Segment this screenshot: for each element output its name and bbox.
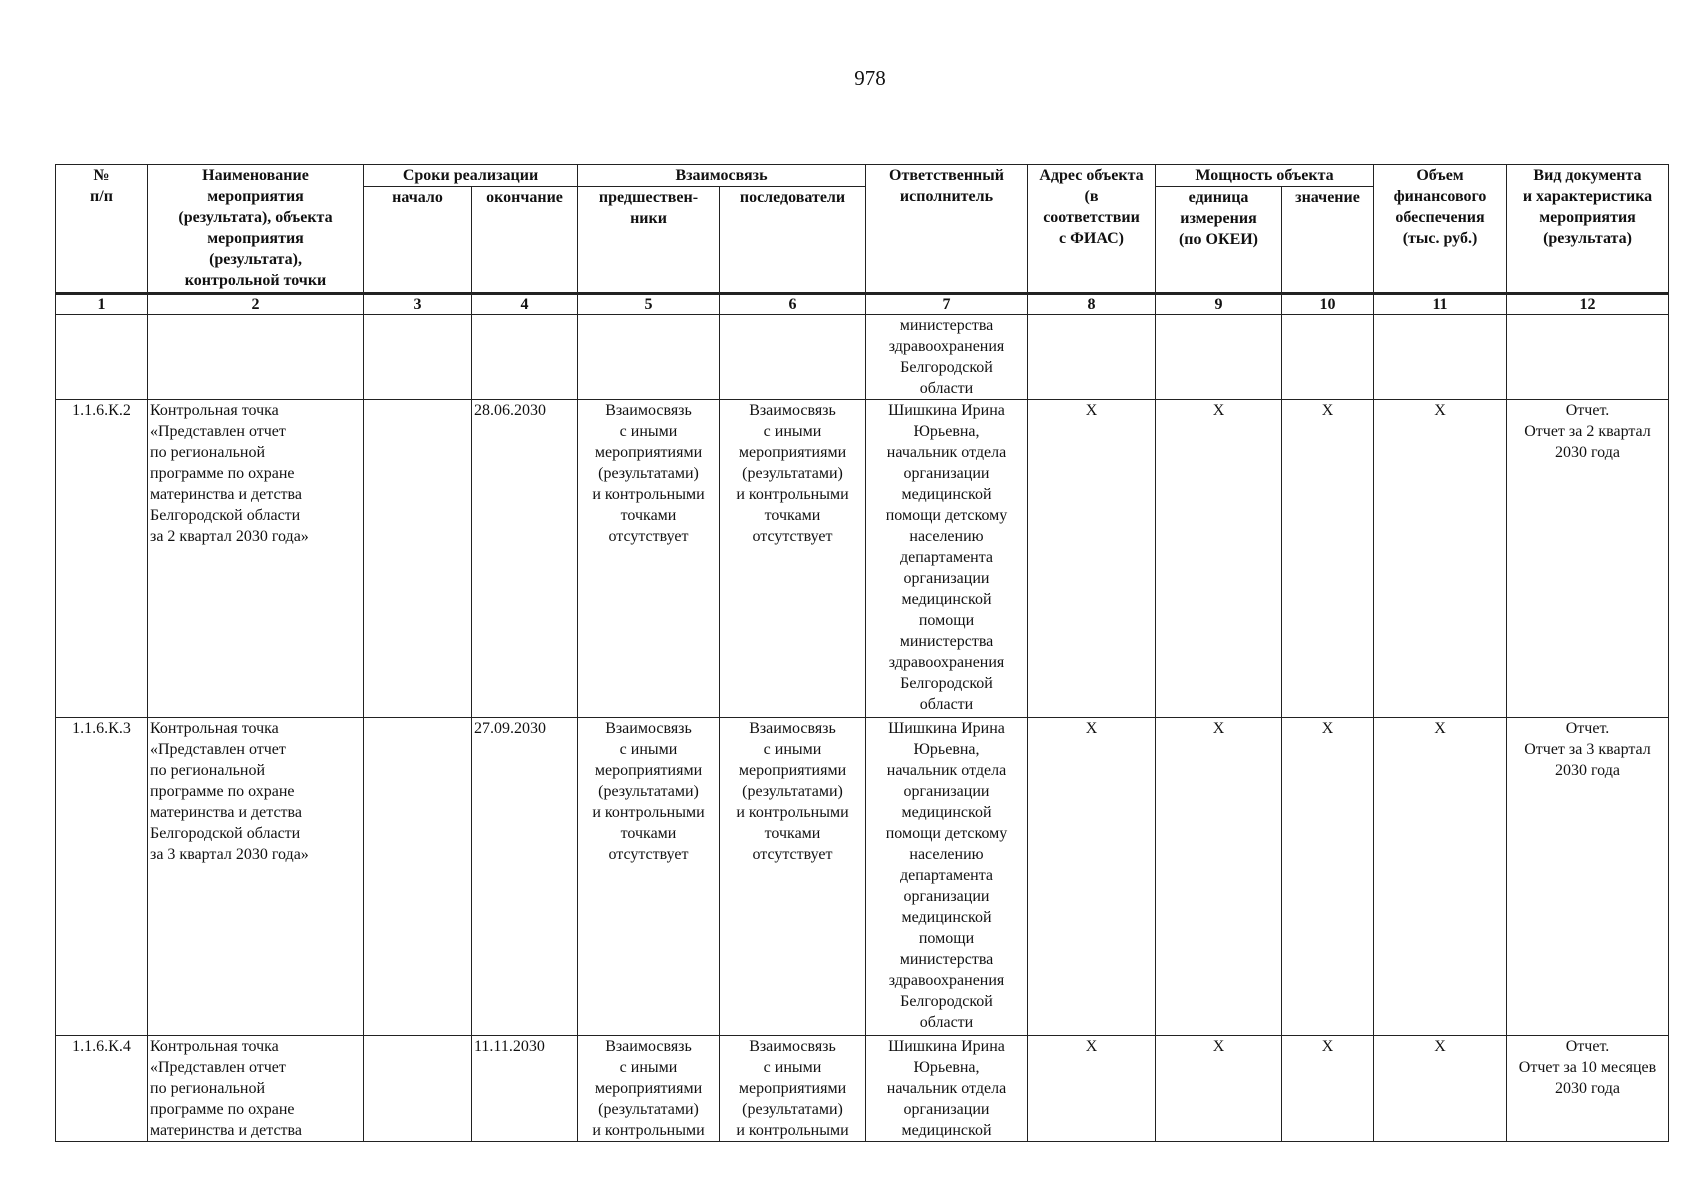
header-relation: Взаимосвязь (578, 165, 866, 187)
plan-table (55, 164, 1669, 1142)
cell-end (472, 315, 578, 400)
cell-predecessors: Взаимосвязь с иными мероприятиями (результатами) и контрольными (578, 1036, 720, 1142)
cell-successors: Взаимосвязь с иными мероприятиями (результатами) и контрольными точками отсутствует (720, 400, 866, 718)
cell-doc-type: Отчет. Отчет за 3 квартал 2030 года (1507, 718, 1669, 1036)
cell-unit: Х (1156, 1036, 1282, 1142)
header-financing: Объем финансового обеспечения (тыс. руб.) (1374, 165, 1507, 294)
cell-responsible: Шишкина Ирина Юрьевна, начальник отдела организации медицинской помощи детскому населению департамента организации медицинской помощи министерства здравоохранения Белгородской области (866, 400, 1028, 718)
column-number: 10 (1282, 294, 1374, 315)
column-number: 9 (1156, 294, 1282, 315)
column-number: 12 (1507, 294, 1669, 315)
page-number: 978 (854, 66, 886, 90)
cell-responsible: министерства здравоохранения Белгородской области (866, 315, 1028, 400)
header-num: № п/п (56, 165, 148, 294)
cell-financing: Х (1374, 1036, 1507, 1142)
cell-financing: Х (1374, 718, 1507, 1036)
cell-value (1282, 315, 1374, 400)
column-number: 3 (364, 294, 472, 315)
column-number: 8 (1028, 294, 1156, 315)
cell-predecessors: Взаимосвязь с иными мероприятиями (результатами) и контрольными точками отсутствует (578, 718, 720, 1036)
cell-successors: Взаимосвязь с иными мероприятиями (результатами) и контрольными точками отсутствует (720, 718, 866, 1036)
header-doc-type: Вид документа и характеристика мероприятия (результата) (1507, 165, 1669, 294)
cell-predecessors (578, 315, 720, 400)
column-number: 5 (578, 294, 720, 315)
cell-start (364, 718, 472, 1036)
cell-value: Х (1282, 1036, 1374, 1142)
cell-start (364, 315, 472, 400)
column-number: 6 (720, 294, 866, 315)
cell-end: 27.09.2030 (472, 718, 578, 1036)
cell-address: Х (1028, 400, 1156, 718)
header-predecessors: предшествен- ники (578, 187, 720, 294)
cell-name: Контрольная точка «Представлен отчет по региональной программе по охране материнства и детства Белгородской области за 2 квартал 2030 года» (148, 400, 364, 718)
cell-unit: Х (1156, 718, 1282, 1036)
header-unit: единица измерения (по ОКЕИ) (1156, 187, 1282, 294)
cell-unit: Х (1156, 400, 1282, 718)
cell-predecessors: Взаимосвязь с иными мероприятиями (результатами) и контрольными точками отсутствует (578, 400, 720, 718)
cell-start (364, 400, 472, 718)
cell-responsible: Шишкина Ирина Юрьевна, начальник отдела организации медицинской (866, 1036, 1028, 1142)
cell-address (1028, 315, 1156, 400)
cell-address: Х (1028, 718, 1156, 1036)
cell-doc-type: Отчет. Отчет за 10 месяцев 2030 года (1507, 1036, 1669, 1142)
header-successors: последователи (720, 187, 866, 294)
cell-name: Контрольная точка «Представлен отчет по региональной программе по охране материнства и детства (148, 1036, 364, 1142)
column-number: 11 (1374, 294, 1507, 315)
table-row (56, 718, 1669, 1036)
cell-name (148, 315, 364, 400)
cell-address: Х (1028, 1036, 1156, 1142)
cell-value: Х (1282, 400, 1374, 718)
cell-end: 28.06.2030 (472, 400, 578, 718)
header-start: начало (364, 187, 472, 294)
cell-financing (1374, 315, 1507, 400)
cell-num: 1.1.6.К.2 (56, 400, 148, 718)
cell-name: Контрольная точка «Представлен отчет по региональной программе по охране материнства и детства Белгородской области за 3 квартал 2030 года» (148, 718, 364, 1036)
cell-value: Х (1282, 718, 1374, 1036)
cell-successors (720, 315, 866, 400)
column-number-row (56, 294, 1669, 315)
header-end: окончание (472, 187, 578, 294)
header-capacity: Мощность объекта (1156, 165, 1374, 187)
cell-num: 1.1.6.К.3 (56, 718, 148, 1036)
header-terms: Сроки реализации (364, 165, 578, 187)
cell-unit (1156, 315, 1282, 400)
header-responsible: Ответственный исполнитель (866, 165, 1028, 294)
header-name: Наименование мероприятия (результата), объекта мероприятия (результата), контрольной точки (148, 165, 364, 294)
cell-end: 11.11.2030 (472, 1036, 578, 1142)
cell-doc-type: Отчет. Отчет за 2 квартал 2030 года (1507, 400, 1669, 718)
cell-num (56, 315, 148, 400)
cell-financing: Х (1374, 400, 1507, 718)
table-row (56, 1036, 1669, 1142)
column-number: 1 (56, 294, 148, 315)
cell-successors: Взаимосвязь с иными мероприятиями (результатами) и контрольными (720, 1036, 866, 1142)
table-row (56, 400, 1669, 718)
header-address: Адрес объекта (в соответствии с ФИАС) (1028, 165, 1156, 294)
cell-start (364, 1036, 472, 1142)
column-number: 7 (866, 294, 1028, 315)
column-number: 4 (472, 294, 578, 315)
cell-doc-type (1507, 315, 1669, 400)
header-value: значение (1282, 187, 1374, 294)
cell-num: 1.1.6.К.4 (56, 1036, 148, 1142)
cell-responsible: Шишкина Ирина Юрьевна, начальник отдела организации медицинской помощи детскому населению департамента организации медицинской помощи министерства здравоохранения Белгородской области (866, 718, 1028, 1036)
table-row-continuation (56, 315, 1669, 400)
column-number: 2 (148, 294, 364, 315)
